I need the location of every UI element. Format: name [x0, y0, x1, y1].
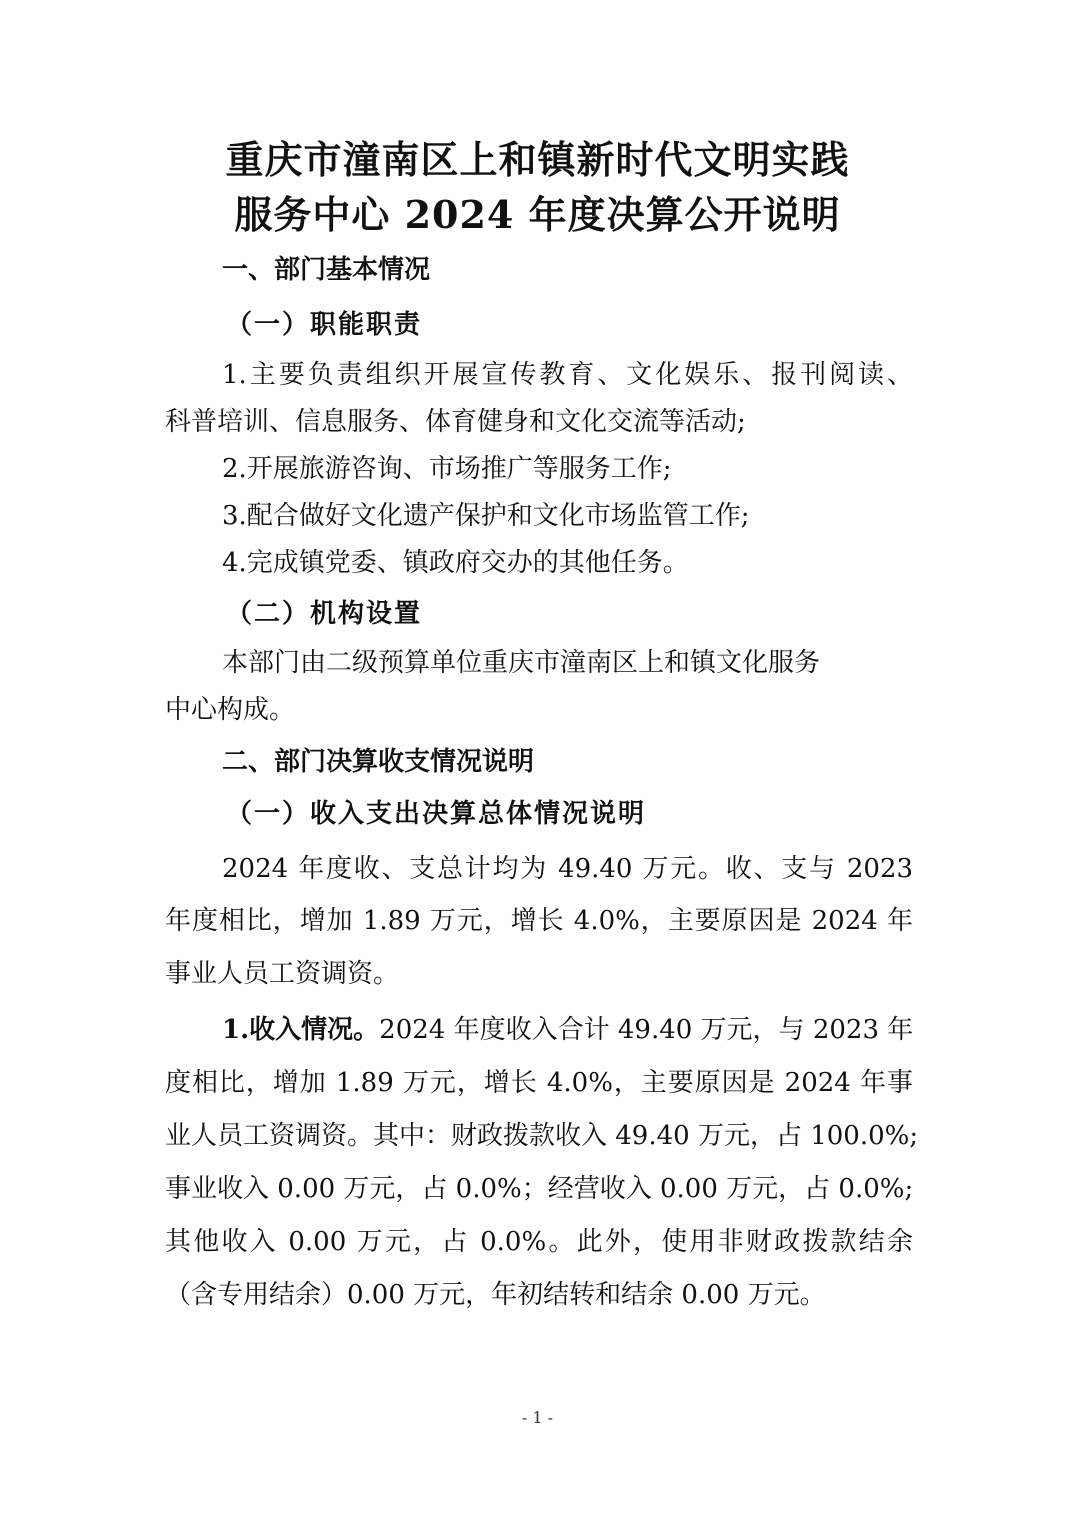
duty-item-4: 4.完成镇党委、镇政府交办的其他任务。	[222, 548, 689, 578]
subsection-heading-overall: （一）收入支出决算总体情况说明	[226, 799, 647, 829]
document-title-line-1: 重庆市潼南区上和镇新时代文明实践	[225, 137, 850, 182]
overall-para-line-3: 事业人员工资调资。	[165, 959, 400, 989]
income-lead-label: 1.收入情况。	[222, 1015, 380, 1045]
income-para-line-5: 其他收入 0.00 万元，占 0.0%。此外，使用非财政拨款结余	[165, 1227, 913, 1257]
income-line-1-text: 2024 年度收入合计 49.40 万元，与 2023 年	[379, 1015, 914, 1045]
overall-para-line-1: 2024 年度收、支总计均为 49.40 万元。收、支与 2023	[222, 854, 913, 884]
income-para-line-6: （含专用结余）0.00 万元，年初结转和结余 0.00 万元。	[165, 1280, 826, 1310]
overall-para-line-2: 年度相比，增加 1.89 万元，增长 4.0%，主要原因是 2024 年	[165, 906, 913, 936]
structure-line-1: 本部门由二级预算单位重庆市潼南区上和镇文化服务	[222, 648, 821, 678]
income-para-line-3: 业人员工资调资。其中：财政拨款收入 49.40 万元，占 100.0%;	[165, 1121, 919, 1151]
section-heading-basic-info: 一、部门基本情况	[222, 255, 431, 285]
subsection-heading-structure: （二）机构设置	[226, 599, 423, 629]
income-para-line-1	[222, 1013, 913, 1047]
income-para-line-4: 事业收入 0.00 万元，占 0.0%；经营收入 0.00 万元，占 0.0%;	[165, 1174, 914, 1204]
duty-item-3: 3.配合做好文化遗产保护和文化市场监管工作;	[222, 501, 750, 531]
page-number: - 1 -	[521, 1408, 554, 1427]
income-para-line-2: 度相比，增加 1.89 万元，增长 4.0%，主要原因是 2024 年事	[165, 1068, 913, 1098]
subsection-heading-duties: （一）职能职责	[226, 310, 423, 340]
document-title-line-2: 服务中心 2024 年度决算公开说明	[234, 192, 841, 237]
duty-item-1-line-2: 科普培训、信息服务、体育健身和文化交流等活动;	[165, 407, 746, 437]
duty-item-2: 2.开展旅游咨询、市场推广等服务工作;	[222, 454, 672, 484]
structure-line-2: 中心构成。	[165, 695, 296, 725]
section-heading-budget: 二、部门决算收支情况说明	[222, 747, 535, 777]
duty-item-1-line-1: 1.主要负责组织开展宣传教育、文化娱乐、报刊阅读、	[222, 360, 913, 390]
